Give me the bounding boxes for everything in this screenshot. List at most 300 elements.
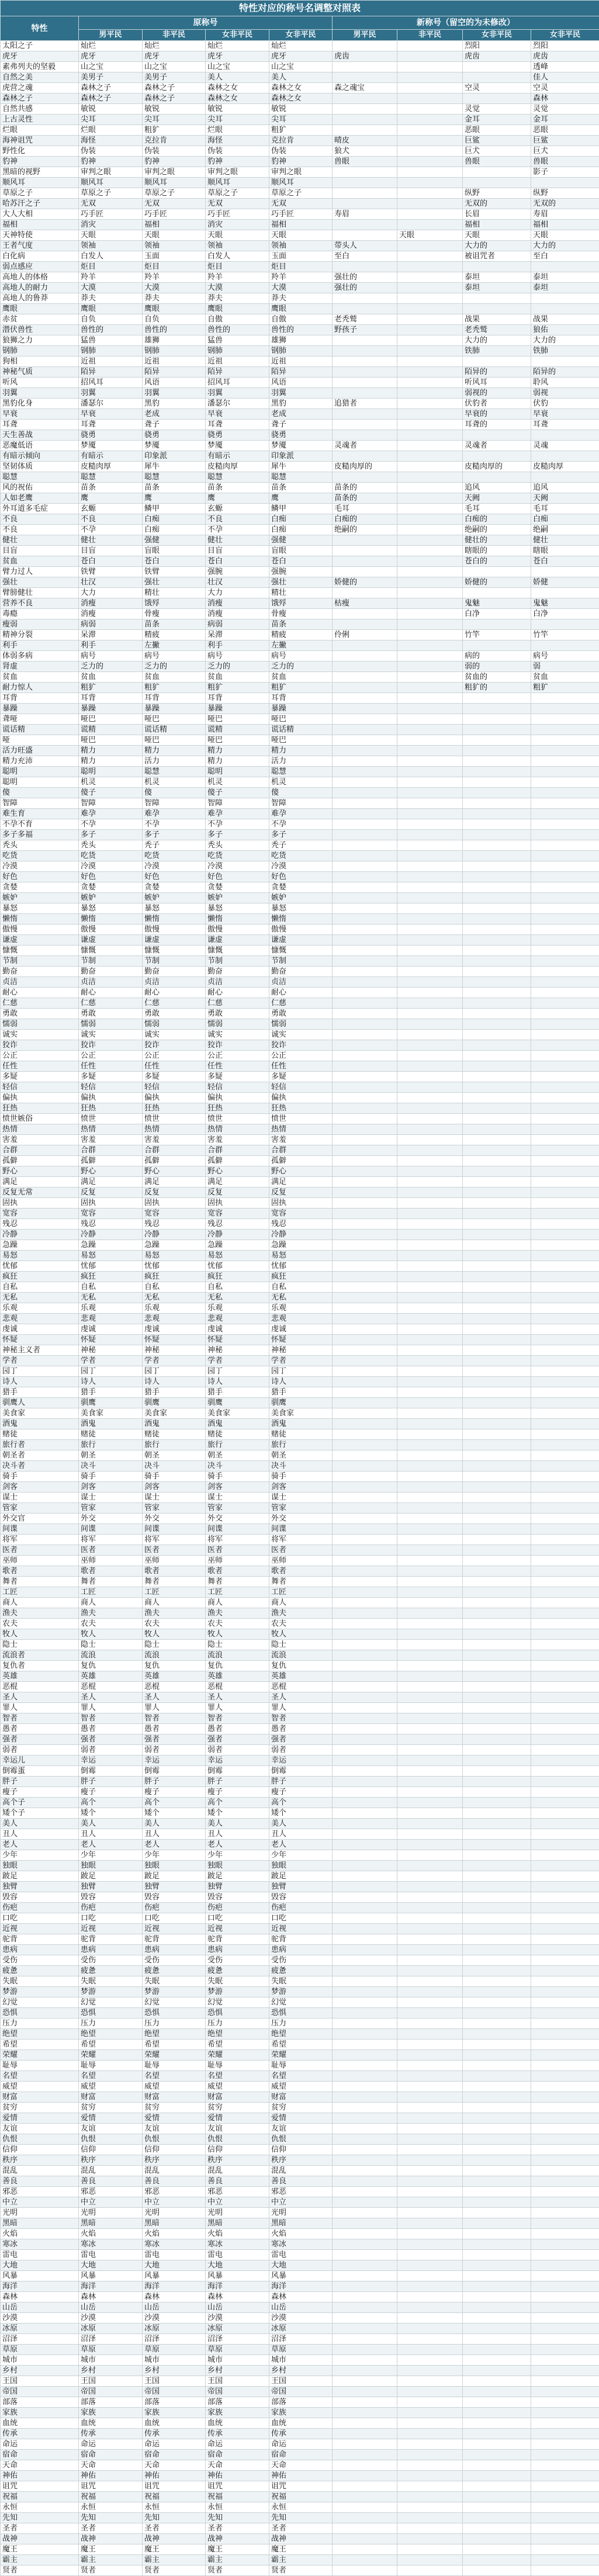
new-title-cell — [333, 1493, 397, 1503]
original-title-cell: 老人 — [269, 1840, 333, 1850]
new-title-cell — [463, 872, 531, 882]
trait-cell: 寒冰 — [1, 2239, 79, 2250]
original-title-cell: 牧人 — [79, 1629, 143, 1640]
original-title-cell: 山之宝 — [269, 62, 333, 72]
original-title-cell: 财富 — [269, 2092, 333, 2103]
original-title-cell: 健壮 — [79, 535, 143, 546]
original-title-cell: 骨瘦 — [143, 609, 206, 619]
new-title-cell — [463, 1293, 531, 1303]
new-title-cell — [397, 2513, 463, 2523]
original-title-cell: 将军 — [269, 1535, 333, 1545]
original-title-cell: 精壮 — [269, 588, 333, 598]
original-title-cell: 医者 — [143, 1545, 206, 1556]
new-title-cell — [463, 1187, 531, 1198]
new-title-cell — [463, 1251, 531, 1261]
new-title-cell — [333, 1987, 397, 1997]
original-title-cell: 犀牛 — [143, 462, 206, 472]
new-title-cell — [463, 851, 531, 861]
trait-cell: 哑 — [1, 735, 79, 746]
trait-cell: 乐观 — [1, 1303, 79, 1314]
original-title-cell: 谎精 — [206, 725, 269, 735]
new-title-cell — [531, 882, 599, 893]
original-title-cell: 隐士 — [269, 1640, 333, 1650]
new-title-cell: 烈阳 — [463, 41, 531, 51]
new-title-cell — [463, 2313, 531, 2324]
original-title-cell: 宿命 — [206, 2450, 269, 2460]
new-title-cell — [531, 2523, 599, 2534]
new-title-cell — [397, 1503, 463, 1514]
original-title-cell: 顺风耳 — [143, 178, 206, 188]
new-title-cell — [397, 735, 463, 746]
original-title-cell: 决斗 — [206, 1461, 269, 1471]
new-title-cell — [333, 335, 397, 346]
original-title-cell: 黑暗 — [206, 2218, 269, 2229]
original-title-cell: 草原之子 — [269, 188, 333, 199]
new-title-cell — [463, 2260, 531, 2271]
original-title-cell: 满足 — [79, 1177, 143, 1187]
table-row — [1, 1135, 599, 1145]
original-title-cell: 沼泽 — [269, 2334, 333, 2345]
trait-cell: 恶魔低语 — [1, 441, 79, 451]
new-title-cell — [333, 1808, 397, 1819]
original-title-cell: 伤疤 — [206, 1903, 269, 1913]
table-row — [1, 1745, 599, 1756]
original-title-cell: 懦弱 — [79, 1019, 143, 1030]
new-title-cell — [531, 1682, 599, 1692]
original-title-cell: 驼背 — [79, 1934, 143, 1945]
table-row — [1, 2103, 599, 2113]
new-title-cell — [333, 714, 397, 725]
original-title-cell: 驼背 — [206, 1934, 269, 1945]
new-title-cell — [463, 178, 531, 188]
original-title-cell: 农夫 — [206, 1619, 269, 1629]
trait-cell: 懦弱 — [1, 1019, 79, 1030]
trait-cell: 人如老鹰 — [1, 493, 79, 504]
new-title-cell — [333, 367, 397, 378]
original-title-cell: 贞洁 — [79, 977, 143, 988]
original-title-cell: 天命 — [79, 2460, 143, 2471]
new-title-cell — [333, 1145, 397, 1156]
new-title-cell — [531, 2492, 599, 2502]
table-row — [1, 1608, 599, 1619]
original-title-cell: 邪恶 — [79, 2187, 143, 2197]
new-title-cell — [463, 1040, 531, 1051]
new-title-cell — [463, 2408, 531, 2418]
trait-cell: 贞洁 — [1, 977, 79, 988]
original-title-cell: 冷静 — [79, 1230, 143, 1240]
original-title-cell: 少年 — [143, 1850, 206, 1861]
original-title-cell: 森林之子 — [143, 83, 206, 94]
original-title-cell: 饿殍 — [269, 598, 333, 609]
original-title-cell: 不孕 — [269, 819, 333, 830]
new-title-cell — [463, 2429, 531, 2439]
original-title-cell: 忧郁 — [269, 1261, 333, 1272]
new-title-cell — [531, 640, 599, 651]
trait-cell: 太阳之子 — [1, 41, 79, 51]
table-row — [1, 1819, 599, 1829]
trait-cell: 耳背 — [1, 693, 79, 704]
original-title-cell: 驯鹰 — [143, 1398, 206, 1408]
new-title-cell — [333, 925, 397, 935]
original-title-cell: 秩序 — [206, 2155, 269, 2166]
original-title-cell: 智障 — [269, 798, 333, 809]
subheader: 女非平民 — [531, 30, 599, 41]
original-title-cell: 旅行 — [206, 1440, 269, 1450]
new-title-cell — [397, 809, 463, 819]
original-title-cell: 矮个 — [269, 1808, 333, 1819]
trait-cell: 丑人 — [1, 1829, 79, 1840]
original-title-cell: 勇敢 — [79, 1009, 143, 1019]
new-title-cell — [333, 819, 397, 830]
original-title-cell: 友谊 — [79, 2124, 143, 2134]
new-title-cell: 苗条的 — [333, 493, 397, 504]
original-title-cell: 疯狂 — [143, 1272, 206, 1282]
new-title-cell — [463, 1798, 531, 1808]
new-title-cell — [463, 2450, 531, 2460]
new-title-cell — [531, 1061, 599, 1072]
original-title-cell: 盲眼 — [269, 546, 333, 556]
original-title-cell: 伪装 — [206, 146, 269, 157]
original-title-cell: 哑巴 — [143, 735, 206, 746]
new-title-cell — [333, 1019, 397, 1030]
original-title-cell: 森林 — [269, 2292, 333, 2303]
original-title-cell: 谦虚 — [143, 935, 206, 946]
trait-cell: 间谍 — [1, 1524, 79, 1535]
new-title-cell — [333, 2481, 397, 2492]
new-title-cell — [463, 1861, 531, 1871]
original-title-cell: 秃子 — [143, 840, 206, 851]
table-row — [1, 2366, 599, 2376]
original-title-cell: 怀疑 — [269, 1335, 333, 1345]
original-title-cell: 智障 — [79, 798, 143, 809]
new-title-cell: 苗条的 — [333, 483, 397, 493]
new-title-cell — [333, 2061, 397, 2071]
original-title-cell: 铁臂 — [143, 567, 206, 577]
original-title-cell: 贤者 — [269, 2565, 333, 2576]
new-title-cell — [397, 1156, 463, 1166]
trait-cell: 流浪者 — [1, 1650, 79, 1661]
original-title-cell: 恐惧 — [143, 2008, 206, 2018]
subheader: 男平民 — [333, 30, 397, 41]
original-title-cell: 森林 — [206, 2292, 269, 2303]
new-title-cell — [531, 1124, 599, 1135]
trait-cell: 赤贫 — [1, 314, 79, 325]
original-title-cell: 天眼 — [269, 230, 333, 241]
original-title-cell: 冰原 — [79, 2324, 143, 2334]
original-title-cell: 冷静 — [206, 1230, 269, 1240]
original-title-cell: 慷慨 — [269, 946, 333, 956]
original-title-cell: 诅咒 — [269, 2481, 333, 2492]
trait-cell: 海神诅咒 — [1, 136, 79, 146]
original-title-cell: 懦弱 — [269, 1019, 333, 1030]
new-title-cell — [463, 1829, 531, 1840]
new-title-cell — [333, 1293, 397, 1303]
table-row — [1, 1377, 599, 1387]
new-title-cell — [397, 367, 463, 378]
new-title-cell: 晴皮 — [333, 136, 397, 146]
original-title-cell: 丑人 — [269, 1829, 333, 1840]
original-title-cell: 自私 — [269, 1282, 333, 1293]
trait-cell: 残忍 — [1, 1219, 79, 1230]
trait-cell: 帝国 — [1, 2387, 79, 2397]
new-title-cell — [397, 493, 463, 504]
new-title-cell — [463, 1156, 531, 1166]
original-title-cell: 愤世 — [143, 1114, 206, 1124]
original-title-cell: 左撇 — [269, 640, 333, 651]
new-title-cell — [463, 2229, 531, 2239]
original-title-cell: 炬目 — [79, 262, 143, 272]
table-row — [1, 861, 599, 872]
new-title-cell — [531, 2197, 599, 2208]
new-title-cell — [531, 1598, 599, 1608]
original-title-cell: 祝福 — [79, 2492, 143, 2502]
original-title-cell: 虎牙 — [143, 51, 206, 62]
new-title-cell — [333, 2523, 397, 2534]
original-title-cell: 乐观 — [143, 1303, 206, 1314]
new-title-cell — [397, 346, 463, 356]
new-title-cell — [531, 1114, 599, 1124]
trait-cell: 野性化 — [1, 146, 79, 157]
table-row — [1, 367, 599, 378]
trait-cell: 自然共感 — [1, 104, 79, 115]
original-title-cell: 驯鹰 — [79, 1398, 143, 1408]
new-title-cell — [397, 1692, 463, 1703]
new-title-cell — [463, 714, 531, 725]
original-title-cell: 独眼 — [143, 1861, 206, 1871]
original-title-cell: 狂热 — [206, 1103, 269, 1114]
new-title-cell — [397, 41, 463, 51]
original-title-cell: 毁容 — [206, 1892, 269, 1903]
original-title-cell: 王国 — [269, 2376, 333, 2387]
original-title-cell: 贫血 — [206, 672, 269, 683]
original-title-cell: 鹰眼 — [206, 304, 269, 314]
trait-cell: 驯鹰人 — [1, 1398, 79, 1408]
new-title-cell: 无双的 — [531, 199, 599, 209]
original-title-cell: 莽夫 — [206, 293, 269, 304]
original-title-cell: 跛足 — [143, 1871, 206, 1882]
original-title-cell: 赌徒 — [143, 1429, 206, 1440]
original-title-cell: 沙漠 — [206, 2313, 269, 2324]
new-title-cell — [333, 2008, 397, 2018]
table-row — [1, 2082, 599, 2092]
new-title-cell — [397, 1766, 463, 1777]
original-title-cell: 固执 — [143, 1198, 206, 1209]
new-title-cell — [333, 1861, 397, 1871]
new-title-cell — [333, 2208, 397, 2218]
new-title-cell — [531, 2187, 599, 2197]
new-title-cell — [397, 683, 463, 693]
new-title-cell — [397, 1619, 463, 1629]
original-title-cell: 复仇 — [143, 1661, 206, 1671]
new-title-cell: 金耳 — [531, 115, 599, 125]
original-title-cell: 恐惧 — [269, 2008, 333, 2018]
original-title-cell: 壮汉 — [206, 577, 269, 588]
original-title-cell: 歌者 — [206, 1566, 269, 1577]
original-title-cell: 消灾 — [206, 220, 269, 230]
new-title-cell — [333, 1366, 397, 1377]
table-row — [1, 209, 599, 220]
trait-cell: 节制 — [1, 956, 79, 967]
original-title-cell: 魔王 — [79, 2544, 143, 2555]
table-row — [1, 851, 599, 861]
new-title-cell — [397, 2113, 463, 2124]
table-row — [1, 714, 599, 725]
new-title-cell — [531, 1808, 599, 1819]
original-title-cell: 多疑 — [79, 1072, 143, 1082]
new-title-cell — [531, 977, 599, 988]
original-title-cell: 决斗 — [143, 1461, 206, 1471]
page-title: 特性对应的称号名调整对照表 — [1, 1, 599, 16]
new-title-cell — [463, 1808, 531, 1819]
new-title-cell — [333, 988, 397, 998]
original-title-cell: 山岳 — [79, 2303, 143, 2313]
new-title-cell — [463, 1061, 531, 1072]
new-title-cell: 毛耳 — [333, 504, 397, 514]
new-title-cell — [531, 2355, 599, 2366]
new-title-cell — [531, 1692, 599, 1703]
new-title-cell — [531, 1861, 599, 1871]
new-title-cell — [531, 1009, 599, 1019]
new-title-cell — [463, 1577, 531, 1587]
original-title-cell: 反复 — [269, 1187, 333, 1198]
original-title-cell: 白痴 — [269, 525, 333, 535]
table-row — [1, 651, 599, 662]
table-row — [1, 2155, 599, 2166]
original-title-cell: 贫血 — [143, 672, 206, 683]
original-title-cell: 骁勇 — [79, 430, 143, 441]
new-title-cell — [531, 2292, 599, 2303]
original-title-cell: 强者 — [143, 1734, 206, 1745]
new-title-cell — [531, 2218, 599, 2229]
original-title-cell: 伪装 — [269, 146, 333, 157]
new-title-cell — [531, 788, 599, 798]
new-title-cell — [333, 304, 397, 314]
new-title-cell: 灵魂者 — [333, 441, 397, 451]
table-row — [1, 2250, 599, 2260]
new-title-cell — [397, 1903, 463, 1913]
original-title-cell: 无私 — [269, 1293, 333, 1303]
new-title-cell — [397, 1955, 463, 1966]
new-title-cell — [397, 2387, 463, 2397]
new-title-cell — [463, 2376, 531, 2387]
original-title-cell: 决斗 — [269, 1461, 333, 1471]
original-title-cell: 骨瘦 — [269, 609, 333, 619]
original-title-cell: 工匠 — [79, 1587, 143, 1598]
new-title-cell — [333, 2092, 397, 2103]
original-title-cell: 管家 — [79, 1503, 143, 1514]
original-title-cell: 传承 — [206, 2429, 269, 2439]
original-title-cell: 沙漠 — [269, 2313, 333, 2324]
table-row — [1, 1356, 599, 1366]
table-row — [1, 293, 599, 304]
trait-cell: 大人大相 — [1, 209, 79, 220]
original-title-cell: 伤疤 — [269, 1903, 333, 1913]
new-title-cell — [463, 1987, 531, 1997]
trait-cell: 谎话精 — [1, 725, 79, 735]
new-title-cell — [463, 809, 531, 819]
original-title-cell: 野心 — [269, 1166, 333, 1177]
original-title-cell: 恐惧 — [206, 2008, 269, 2018]
original-title-cell: 吃货 — [206, 851, 269, 861]
table-row — [1, 472, 599, 483]
new-title-cell — [531, 1997, 599, 2008]
new-title-cell — [397, 430, 463, 441]
trait-cell: 天生善战 — [1, 430, 79, 441]
trait-cell: 白化病 — [1, 251, 79, 262]
new-title-cell — [397, 1987, 463, 1997]
original-title-cell: 森林之子 — [79, 83, 143, 94]
table-row — [1, 2534, 599, 2544]
table-row — [1, 1640, 599, 1650]
new-title-cell — [397, 2555, 463, 2565]
table-row — [1, 1072, 599, 1082]
table-row — [1, 967, 599, 977]
trait-cell: 英雄 — [1, 1671, 79, 1682]
original-title-cell: 玉面 — [143, 251, 206, 262]
original-title-cell: 羽翼 — [143, 388, 206, 399]
original-title-cell: 固执 — [269, 1198, 333, 1209]
original-title-cell: 害羞 — [206, 1135, 269, 1145]
new-title-cell — [531, 2155, 599, 2166]
new-title-cell — [333, 683, 397, 693]
new-title-cell — [463, 2071, 531, 2082]
new-title-cell — [397, 725, 463, 735]
table-row — [1, 2355, 599, 2366]
new-title-cell — [397, 1335, 463, 1345]
table-row — [1, 241, 599, 251]
new-title-cell — [531, 588, 599, 598]
trait-cell: 智障 — [1, 798, 79, 809]
new-title-cell — [333, 167, 397, 178]
original-title-cell: 邪恶 — [206, 2187, 269, 2197]
new-title-cell — [397, 1061, 463, 1072]
original-title-cell: 山之宝 — [206, 62, 269, 72]
new-title-cell — [531, 725, 599, 735]
trait-cell: 风的祝佑 — [1, 483, 79, 493]
trait-cell: 豹神 — [1, 157, 79, 167]
new-title-cell — [397, 356, 463, 367]
trait-cell: 暴怒 — [1, 903, 79, 914]
trait-cell: 口吃 — [1, 1913, 79, 1924]
new-title-cell — [397, 2218, 463, 2229]
original-title-cell: 勇敢 — [206, 1009, 269, 1019]
new-title-cell — [397, 1040, 463, 1051]
original-title-cell: 多子 — [79, 830, 143, 840]
trait-cell: 管家 — [1, 1503, 79, 1514]
new-title-cell — [397, 2092, 463, 2103]
table-row — [1, 1314, 599, 1324]
original-title-cell: 工匠 — [269, 1587, 333, 1598]
new-title-cell: 瞎眼 — [531, 546, 599, 556]
new-title-cell — [463, 1903, 531, 1913]
table-row — [1, 567, 599, 577]
original-title-cell: 山之宝 — [79, 62, 143, 72]
table-row — [1, 167, 599, 178]
original-title-cell: 受伤 — [206, 1955, 269, 1966]
table-row — [1, 1040, 599, 1051]
new-title-cell — [397, 1861, 463, 1871]
new-title-cell — [397, 125, 463, 136]
original-title-cell: 伤疤 — [143, 1903, 206, 1913]
original-title-cell: 倒霉 — [269, 1766, 333, 1777]
new-title-cell — [333, 1766, 397, 1777]
original-title-cell: 孤僻 — [206, 1156, 269, 1166]
new-title-cell — [463, 2092, 531, 2103]
new-title-cell — [463, 1587, 531, 1598]
new-title-cell: 战果 — [463, 314, 531, 325]
trait-cell: 神佑 — [1, 2471, 79, 2481]
new-title-cell — [397, 1535, 463, 1545]
